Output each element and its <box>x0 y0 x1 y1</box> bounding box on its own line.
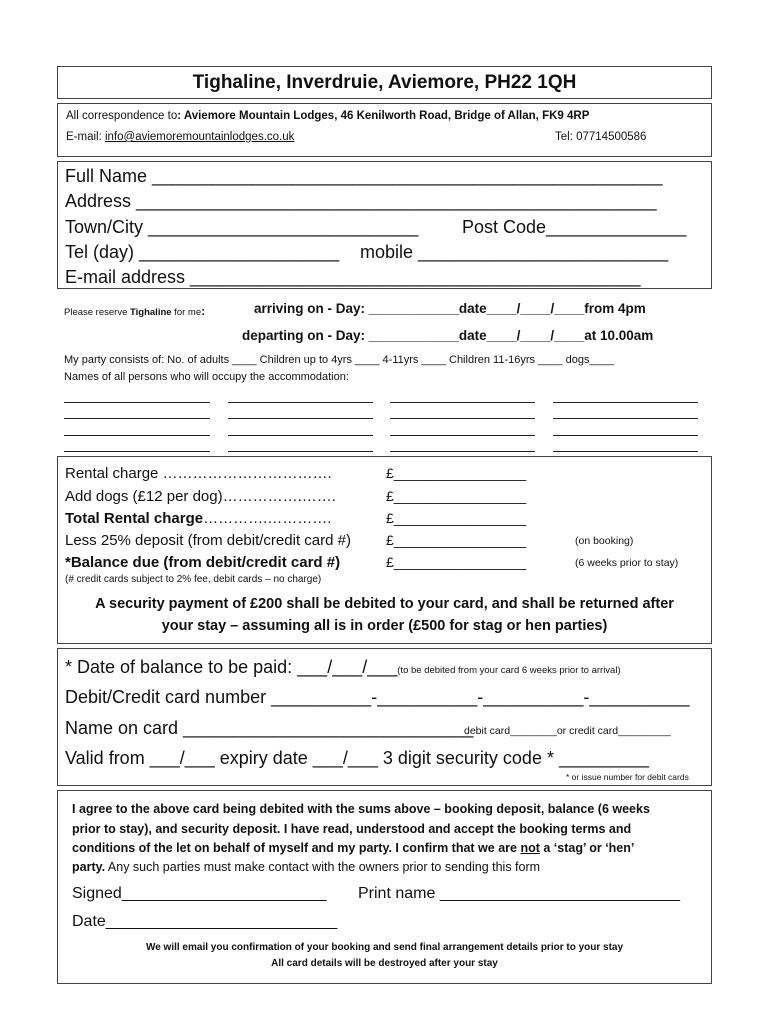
agreement-box <box>57 790 712 984</box>
telephone: Tel: 07714500586 <box>555 131 647 143</box>
name-line[interactable] <box>64 451 210 452</box>
arriving-line[interactable]: arriving on - Day: ____________date____/____/____from 4pm <box>254 301 646 316</box>
email-link[interactable]: info@aviemoremountainlodges.co.uk <box>104 131 295 143</box>
name-line[interactable] <box>228 451 373 452</box>
departing-line[interactable]: departing on - Day: ____________date____/____/____at 10.00am <box>242 328 654 343</box>
name-line[interactable] <box>390 418 535 419</box>
card-number-field[interactable]: Debit/Credit card number __________-__________-__________-__________ <box>65 687 690 707</box>
date-field[interactable]: Date__________________________ <box>72 913 338 930</box>
page-title: Tighaline, Inverdruie, Aviemore, PH22 1QH <box>192 72 577 93</box>
name-line[interactable] <box>228 418 373 419</box>
security-line-1: A security payment of £200 shall be debited to your card, and shall be returned after <box>95 596 674 612</box>
names-label: Names of all persons who will occupy the accommodation: <box>64 371 349 383</box>
name-line[interactable] <box>553 451 698 452</box>
balance-date-field[interactable]: * Date of balance to be paid: ___/___/___ <box>65 657 398 677</box>
deposit-label: Less 25% deposit (from debit/credit card #) <box>65 532 351 549</box>
add-dogs-amount[interactable]: £_________________ <box>386 488 527 504</box>
name-on-card-field[interactable]: Name on card _____________________________ <box>65 718 474 738</box>
total-rental-label: Total Rental charge………….…………. <box>65 510 332 527</box>
name-line[interactable] <box>64 435 210 436</box>
security-line-2: your stay – assuming all is in order (£500 for stag or hen parties) <box>161 618 608 634</box>
agreement-line-3: conditions of the let on behalf of myself and my party. I confirm that we are not a ‘stag’ or ‘hen’ <box>72 841 635 855</box>
name-line[interactable] <box>553 418 698 419</box>
agreement-line-2: prior to stay), and security deposit. I have read, understood and accept the booking terms and <box>72 822 632 836</box>
email-line <box>66 131 294 143</box>
tel-day-field[interactable]: Tel (day) ____________________ <box>65 242 340 262</box>
balance-date-line[interactable] <box>65 657 621 678</box>
contact-box <box>57 161 712 289</box>
correspondence-box <box>57 103 712 157</box>
name-line[interactable] <box>228 435 373 436</box>
validity-security-field[interactable]: Valid from ___/___ expiry date ___/___ 3 digit security code * _________ <box>65 748 650 768</box>
full-name-field[interactable]: Full Name ___________________________________________________ <box>65 166 663 186</box>
name-line[interactable] <box>390 451 535 452</box>
name-line[interactable] <box>553 435 698 436</box>
balance-due-amount[interactable]: £_________________ <box>386 554 527 570</box>
total-rental-amount[interactable]: £_________________ <box>386 510 527 526</box>
correspondence-address: : Aviemore Mountain Lodges, 46 Kenilworth Road, Bridge of Allan, FK9 4RP <box>177 110 590 122</box>
weeks-prior-note: (6 weeks prior to stay) <box>575 557 679 569</box>
reserve-label: Please reserve Tighaline for me: <box>64 304 206 318</box>
name-line[interactable] <box>64 418 210 419</box>
print-name-field[interactable]: Print name ___________________________ <box>358 885 681 902</box>
address-field[interactable]: Address ____________________________________________________ <box>65 191 657 211</box>
contact-email-field[interactable]: E-mail address _____________________________________________ <box>65 267 641 287</box>
agreement-line-4: party. Any such parties must make contact with the owners prior to sending this form <box>72 860 541 874</box>
card-fee-footnote: (# credit cards subject to 2% fee, debit cards – no charge) <box>65 574 322 585</box>
charges-box <box>57 456 712 644</box>
issue-number-note: * or issue number for debit cards <box>566 772 689 782</box>
property-name: Tighaline <box>130 307 172 318</box>
correspondence-line <box>66 110 589 122</box>
title-box <box>57 66 712 99</box>
on-booking-note: (on booking) <box>575 535 634 547</box>
card-type-field[interactable]: debit card________or credit card_________ <box>464 725 671 737</box>
town-field[interactable]: Town/City ___________________________ <box>65 217 419 237</box>
confirmation-note: We will email you confirmation of your booking and send final arrangement details prior to your stay <box>145 942 624 953</box>
agreement-line-1: I agree to the above card being debited with the sums above – booking deposit, balance (6 weeks <box>72 802 650 816</box>
correspondence-prefix: All correspondence to <box>66 110 178 122</box>
name-line[interactable] <box>228 402 373 403</box>
not-emphasis: not <box>520 841 540 855</box>
postcode-field[interactable]: Post Code______________ <box>462 217 687 237</box>
email-label: E-mail: <box>66 131 105 143</box>
balance-due-label: *Balance due (from debit/credit card #) <box>65 554 341 571</box>
mobile-field[interactable]: mobile _________________________ <box>360 242 669 262</box>
name-line[interactable] <box>64 402 210 403</box>
rental-charge-label: Rental charge ……………………………. <box>65 465 332 482</box>
signed-field[interactable]: Signed_______________________ <box>72 885 327 902</box>
rental-charge-amount[interactable]: £_________________ <box>386 465 527 481</box>
party-line[interactable]: My party consists of: No. of adults ____ Children up to 4yrs ____ 4-11yrs ____ Children 11-16yrs ____ dogs____ <box>64 354 614 366</box>
add-dogs-label: Add dogs (£12 per dog)…………….……. <box>65 488 336 505</box>
card-destroy-note: All card details will be destroyed after your stay <box>271 958 498 969</box>
name-line[interactable] <box>390 435 535 436</box>
name-line[interactable] <box>390 402 535 403</box>
deposit-amount[interactable]: £_________________ <box>386 532 527 548</box>
name-line[interactable] <box>553 402 698 403</box>
card-box <box>57 648 712 786</box>
balance-date-note: (to be debited from your card 6 weeks prior to arrival) <box>397 665 621 676</box>
